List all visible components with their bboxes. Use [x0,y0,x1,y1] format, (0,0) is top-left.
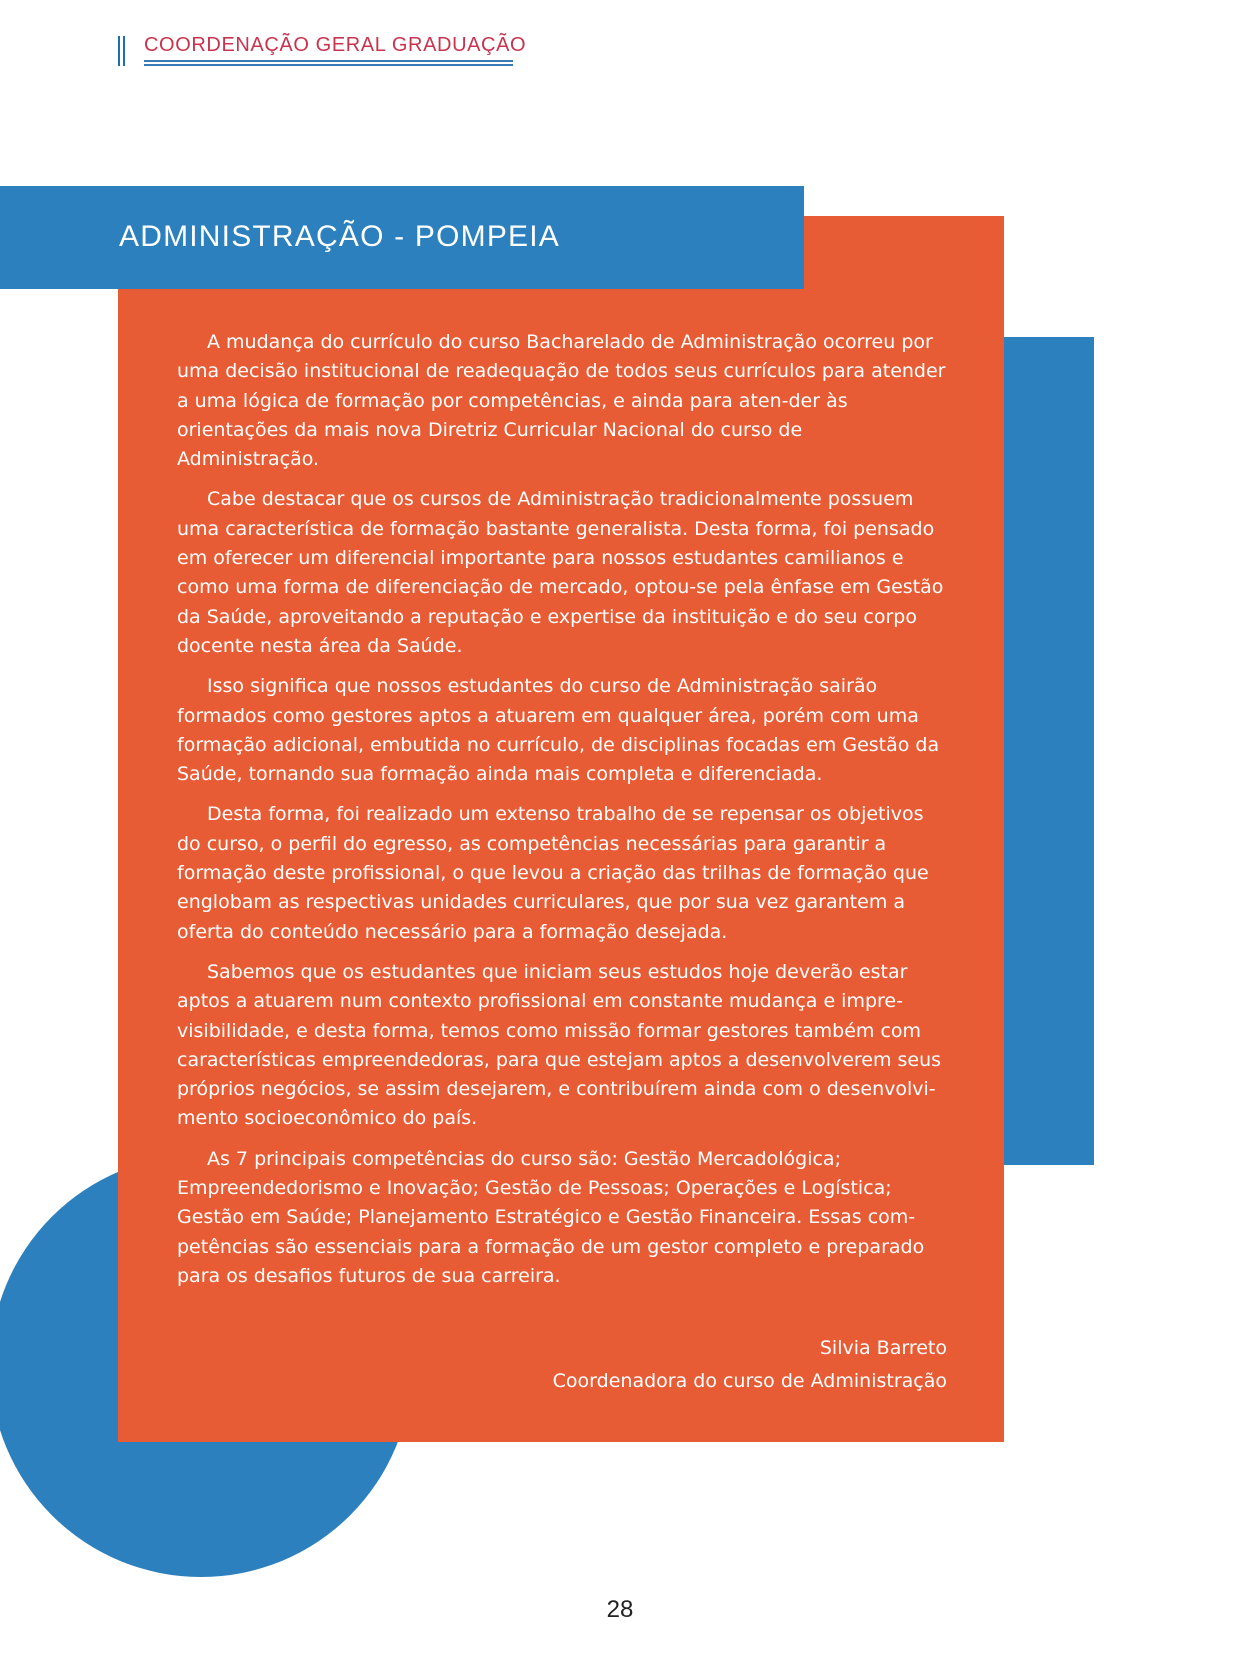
page-number: 28 [606,1596,634,1623]
section-title: ADMINISTRAÇÃO - POMPEIA [119,220,560,253]
paragraph: As 7 principais competências do curso são: Gestão Mercadológica; Empreendedorismo e Inovação; Gestão de Pessoas; Operações e Logística; Gestão em Saúde; Planejamento Estratégico e Gestão Financeira. Essas com-petências são essenciais para a formação de um gestor completo e preparado para os desafios futuros de sua carreira. [177,1147,925,1287]
header-underline [144,64,513,66]
decorative-side-bar [990,337,1094,1165]
header-underline [144,60,513,62]
signature-role: Coordenadora do curso de Administração [552,1370,947,1392]
running-header [118,34,527,68]
paragraph: Desta forma, foi realizado um extenso trabalho de se repensar os objetivos do curso, o perfil do egresso, as competências necessárias para garantir a formação deste profissional, o que levou a criação das trilhas de formação que englobam as respectivas unidades curriculares, que por sua vez garantem a oferta do conteúdo necessário para a formação desejada. [177,803,929,943]
paragraph: Cabe destacar que os cursos de Administração tradicionalmente possuem uma característica de formação bastante generalista. Desta forma, foi pensado em oferecer um diferencial importante para nossos estudantes camilianos e como uma forma de diferenciação de mercado, optou-se pela ênfase em Gestão da Saúde, aproveitando a reputação e expertise da instituição e do seu corpo docente nesta área da Saúde. [177,488,944,657]
paragraph: A mudança do currículo do curso Bacharelado de Administração ocorreu por uma decisão institucional de readequação de todos seus currículos para atender a uma lógica de formação por competências, e ainda para aten-der às orientações da mais nova Diretriz Curricular Nacional do curso de Administração. [177,331,946,471]
signature-name: Silvia Barreto [819,1337,947,1359]
paragraph: Isso significa que nossos estudantes do curso de Administração sairão formados como gestores aptos a atuarem em qualquer área, porém com uma formação adicional, embutida no currículo, de disciplinas focadas em Gestão da Saúde, tornando sua formação ainda mais completa e diferenciada. [177,675,940,786]
header-marker [118,36,128,66]
header-title: COORDENAÇÃO GERAL GRADUAÇÃO [144,34,527,56]
article-body [177,328,947,1302]
signature-block [500,1337,947,1392]
paragraph: Sabemos que os estudantes que iniciam seus estudos hoje deverão estar aptos a atuarem num contexto profissional em constante mudança e impre-visibilidade, e desta forma, temos como missão formar gestores também com características empreendedoras, para que estejam aptos a desenvolverem seus próprios negócios, se assim desejarem, e contribuírem ainda com o desenvolvi-mento socioeconômico do país. [177,960,942,1130]
